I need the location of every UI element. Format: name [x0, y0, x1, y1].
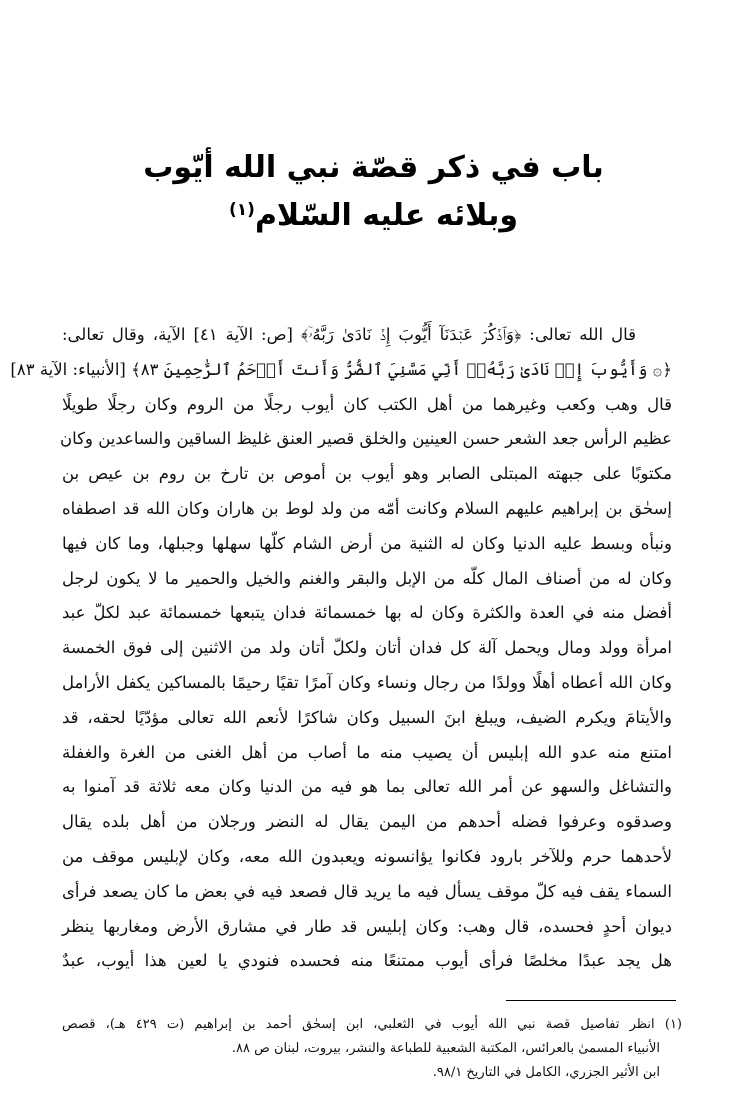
chapter-title-line-1: باب في ذكر قصّة نبي الله أيّوب: [143, 150, 604, 185]
footnote-separator: [506, 1000, 676, 1001]
body-line: قال الله تعالى: ﴿وَٱذۡكُرۡ عَبۡدَنَآ أَيُّوبَ إِذۡ نَادَىٰ رَبَّهُۥٓ﴾ [ص: الآية ٤١] الآية، وقال تعالى:: [62, 325, 636, 344]
footnote-reference: (١): [228, 200, 255, 220]
body-text: [10, 318, 672, 979]
body-line: وصدقوه وعرفوا فضله أحدهم من اليمن يقال له النضر ورجلان من أهل بلده يقال: [62, 812, 672, 832]
body-line: قال وهب وكعب وغيرهما من أهل الكتب كان أيوب رجلًا من الروم وكان رجلًا طويلًا: [62, 394, 672, 414]
body-line: عظيم الرأس جعد الشعر حسن العينين والخلق قصير العنق غليظ الساقين والساعدين وكان: [60, 429, 672, 449]
body-line: إسحٰق بن إبراهيم عليهم السلام وكانت أمّه من ولد لوط بن هاران وكان الله قد اصطفاه: [62, 498, 672, 518]
body-line: والأيتامَ ويكرم الضيف، ويبلغ ابنَ السبيل وكان شاكرًا لأنعم الله تعالى مؤدّيًا لحقه، قد: [62, 707, 672, 727]
body-line: هل يجد عبدًا مخلصًا فرأى أيوب ممتنعًا منه فحسده فنودي يا لعين هذا أيوب، عبدٌ: [62, 951, 672, 971]
body-line: ونبأه وبسط عليه الدنيا وكان له الثنية من أرض الشام كلّها سهلها وجبلها، وما كان فيها: [62, 533, 672, 553]
footnotes: [62, 1013, 682, 1085]
footnote-line: (١) انظر تفاصيل قصة نبي الله أيوب في الثعلبي، ابن إسحٰق أحمد بن إبراهيم (ت ٤٢٩ هـ)، قصص: [62, 1017, 682, 1032]
body-line: السماء يقف فيه كلّ موقف يسأل فيه ما يريد قال فصعد فيه في بعض ما كان يصعد فرأى: [62, 881, 672, 901]
body-line: امتنع منه عدو الله إبليس أن يصيب منه ما أصاب من أهل الغنى من الغرة والغفلة: [62, 742, 672, 762]
chapter-title-line-2-text: وبلائه عليه السّلام: [254, 198, 518, 233]
footnote-line: ابن الأثير الجزري، الكامل في التاريخ ٩٨/١.: [432, 1065, 660, 1080]
body-line: ﴿۞ وَأَيُّوبَ إِذۡ نَادَىٰ رَبَّهُۥٓ أَنِّي مَسَّنِيَ ٱلضُّرُّ وَأَنتَ أَرۡحَمُ ٱلرَّٰحِمِينَ ٨٣﴾ [الأنبياء: الآية ٨٣]: [10, 359, 672, 379]
body-line: امرأة وولد ومال ويحمل آلة كل فدان أتان ولكلّ أتان ولد من الاثنين إلى فوق الخمسة: [62, 638, 672, 658]
body-line: لأحدهما حرم وللآخر بارود فكانوا يؤانسونه ويعبدون الله معه، وكان لإبليس موقف من: [62, 846, 672, 866]
body-line: ديوان أحدٍ فحسده، قال وهب: وكان إبليس قد طار في مشارق الأرض ومغاربها ينظر: [62, 916, 672, 936]
body-line: أفضل منه في العدة والكثرة وكان له بها خمسمائة فدان يتبعها خمسمائة عبد لكلّ عبد: [62, 603, 672, 623]
body-line: مكتوبًا على جبهته المبتلى الصابر وهو أيوب بن أموص بن تارخ بن روم بن عيص بن: [62, 464, 672, 484]
chapter-title-line-2: [100, 196, 647, 236]
body-line: وكان الله أعطاه أهلًا وولدًا من رجال ونساء وكان آمرًا تقيًا رحيمًا بالمساكين يكفل الأرامل: [62, 672, 672, 692]
body-line: وكان له من أصناف المال كلّه من الإبل والبقر والغنم والخيل والحمير ما لا يكون لرجل: [62, 568, 672, 588]
footnote-line: الأنبياء المسمىٰ بالعرائس، المكتبة الشعبية للطباعة والنشر، بيروت، لبنان ص ٨٨.: [231, 1041, 660, 1056]
body-line: والتشاغل والسهو عن أمر الله تعالى بما هو فيه من الدنيا وكان معه ثلاثة قد آمنوا به: [62, 777, 672, 797]
